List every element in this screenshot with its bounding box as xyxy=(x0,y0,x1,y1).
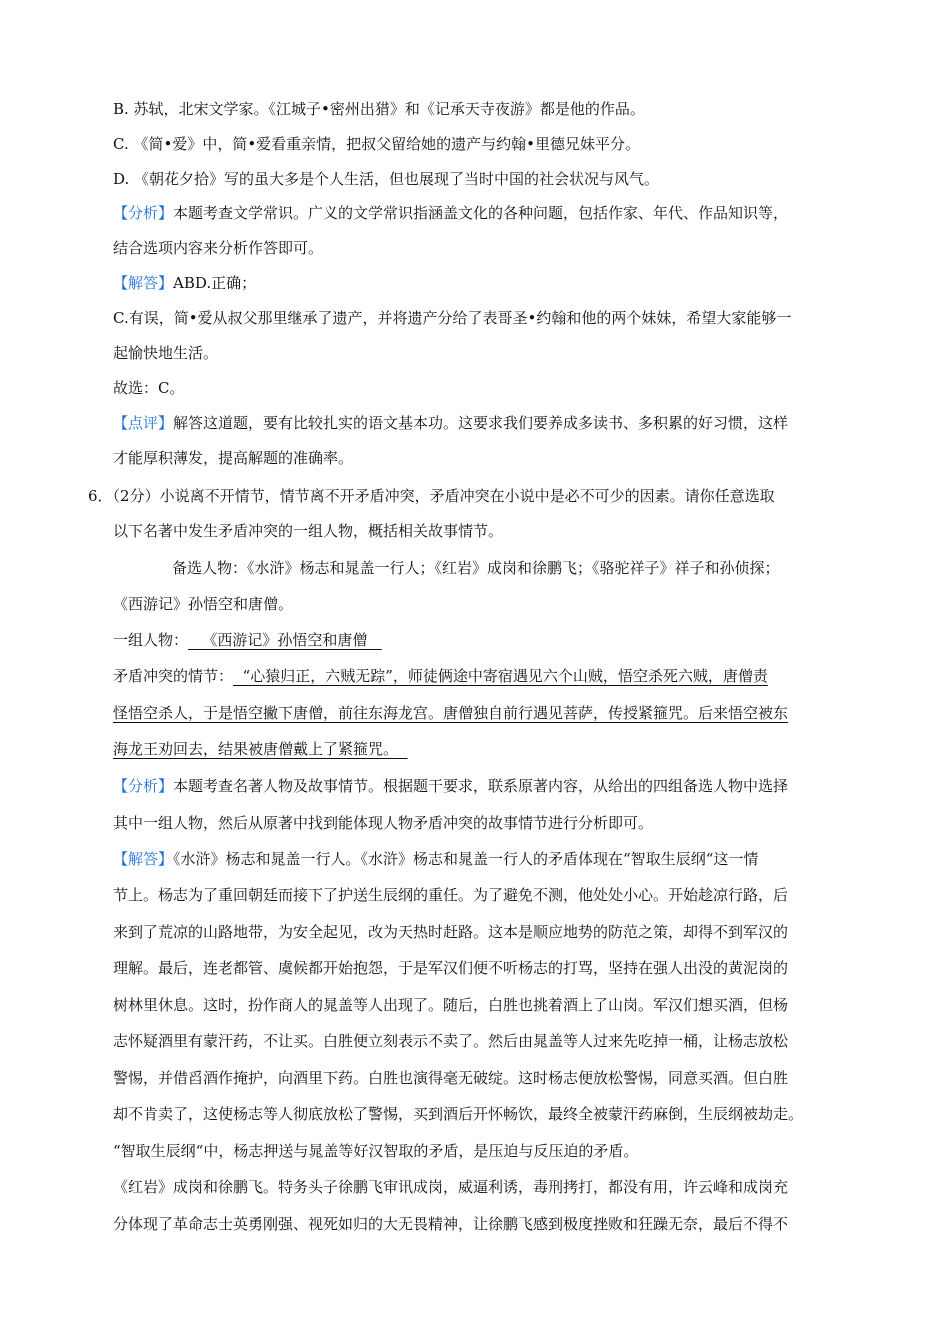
q5-comment-cont: 才能厚积薄发，提高解题的准确率。 xyxy=(113,449,354,467)
q6-answer-cont: 节上。杨志为了重回朝廷而接下了护送生辰纲的重任。为了避免不测，他处处小心。开始趁凉行路，后 xyxy=(113,886,789,904)
answer-tag: 【解答】 xyxy=(113,274,174,292)
q6-analysis-line xyxy=(113,776,788,796)
q5-analysis-line xyxy=(113,203,788,223)
q6-answer-cont: 理解。最后，连老都管、虞候都开始抱怨，于是军汉们便不听杨志的打骂，坚持在强人出没的黄泥岗的 xyxy=(113,959,789,977)
analysis-tag: 【分析】 xyxy=(113,204,174,222)
q6-answer-cont: 《红岩》成岗和徐鹏飞。特务头子徐鹏飞审讯成岗，威逼利诱，毒刑拷打，都没有用，许云峰和成岗充 xyxy=(113,1178,789,1196)
q6-analysis-text: 本题考查名著人物及故事情节。根据题干要求，联系原著内容，从给出的四组备选人物中选择 xyxy=(173,777,789,795)
q6-answer-text: 《水浒》杨志和晁盖一行人。《水浒》杨志和晁盖一行人的矛盾体现在“智取生辰纲“这一情 xyxy=(173,850,759,868)
q5-comment-text: 解答这道题，要有比较扎实的语文基本功。这要求我们要养成多读书、多积累的好习惯，这样 xyxy=(173,414,789,432)
q6-stem: 6．（2分）小说离不开情节，情节离不开矛盾冲突，矛盾冲突在小说中是必不可少的因素。请你任意选取 xyxy=(88,487,775,505)
q6-candidates: 备选人物：《水浒》杨志和晁盖一行人；《红岩》成岗和徐鹏飞；《骆驼祥子》祥子和孙侦探； xyxy=(172,559,780,577)
comment-tag: 【点评】 xyxy=(113,414,174,432)
q5-answer-cont: C.有误，简•爱从叔父那里继承了遗产，并将遗产分给了表哥圣•约翰和他的两个妹妹，希望大家能够一 xyxy=(113,309,792,327)
q6-candidates-cont: 《西游记》孙悟空和唐僧。 xyxy=(113,595,294,613)
q6-answer-cont: 树林里休息。这时，扮作商人的晁盖等人出现了。随后，白胜也挑着酒上了山岗。军汉们想买酒，但杨 xyxy=(113,996,789,1014)
q5-analysis-text: 本题考查文学常识。广义的文学常识指涵盖文化的各种问题，包括作家、年代、作品知识等， xyxy=(173,204,789,222)
plot-label: 矛盾冲突的情节： xyxy=(113,667,234,685)
q6-stem-cont: 以下名著中发生矛盾冲突的一组人物，概括相关故事情节。 xyxy=(113,522,504,540)
q6-analysis-cont: 其中一组人物，然后从原著中找到能体现人物矛盾冲突的故事情节进行分析即可。 xyxy=(113,814,654,832)
option-c: C. 《简•爱》中，简•爱看重亲情，把叔父留给她的遗产与约翰•里德兄妹平分。 xyxy=(113,135,641,153)
q6-answer-cont: 来到了荒凉的山路地带，为安全起见，改为天热时赶路。这本是顺应地势的防范之策，却得不到军汉的 xyxy=(113,923,789,941)
q6-answer-cont: 分体现了革命志士英勇刚强、视死如归的大无畏精神，让徐鹏飞感到极度挫败和狂躁无奈，最后不得不 xyxy=(113,1215,789,1233)
q5-comment-line xyxy=(113,413,788,433)
option-d: D. 《朝花夕拾》写的虽大多是个人生活，但也展现了当时中国的社会状况与风气。 xyxy=(113,170,660,188)
q6-answer-cont: 却不肯卖了，这使杨志等人彻底放松了警惕，买到酒后开怀畅饮，最终全被蒙汗药麻倒，生辰纲被劫走。 xyxy=(113,1105,804,1123)
q6-answer-cont: 警惕，并借舀酒作掩护，向酒里下药。白胜也演得毫无破绽。这时杨志便放松警惕，同意买酒。但白胜 xyxy=(113,1069,789,1087)
q5-analysis-cont: 结合选项内容来分析作答即可。 xyxy=(113,239,324,257)
answer-tag: 【解答】 xyxy=(113,850,174,868)
q5-answer-choice: 故选：C。 xyxy=(113,379,185,397)
analysis-tag: 【分析】 xyxy=(113,777,174,795)
q5-answer-cont: 起愉快地生活。 xyxy=(113,344,219,362)
q6-answer-line xyxy=(113,849,758,869)
q6-answer-cont: “智取生辰纲“中，杨志押送与晁盖等好汉智取的矛盾，是压迫与反压迫的矛盾。 xyxy=(113,1142,639,1160)
group-answer: 《西游记》孙悟空和唐僧 xyxy=(188,631,382,649)
q6-plot-line xyxy=(113,666,768,686)
plot-answer-cont: 海龙王劝回去，结果被唐僧戴上了紧箍咒。 xyxy=(113,740,408,758)
plot-answer: “心猿归正，六贼无踪”，师徒俩途中寄宿遇见六个山贼，悟空杀死六贼，唐僧责 xyxy=(233,667,768,685)
plot-answer-cont: 怪悟空杀人，于是悟空撇下唐僧，前往东海龙宫。唐僧独自前行遇见菩萨，传授紧箍咒。后来悟空被东 xyxy=(113,704,789,722)
q6-group-line xyxy=(113,630,382,650)
group-label: 一组人物： xyxy=(113,631,189,649)
q6-answer-cont: 志怀疑酒里有蒙汗药，不让买。白胜便立刻表示不卖了。然后由晁盖等人过来先吃掉一桶，让杨志放松 xyxy=(113,1032,789,1050)
q5-answer-line xyxy=(113,273,256,293)
option-b: B. 苏轼，北宋文学家。《江城子•密州出猎》和《记承天寺夜游》都是他的作品。 xyxy=(113,100,645,118)
q5-answer-text: ABD.正确； xyxy=(173,274,257,292)
